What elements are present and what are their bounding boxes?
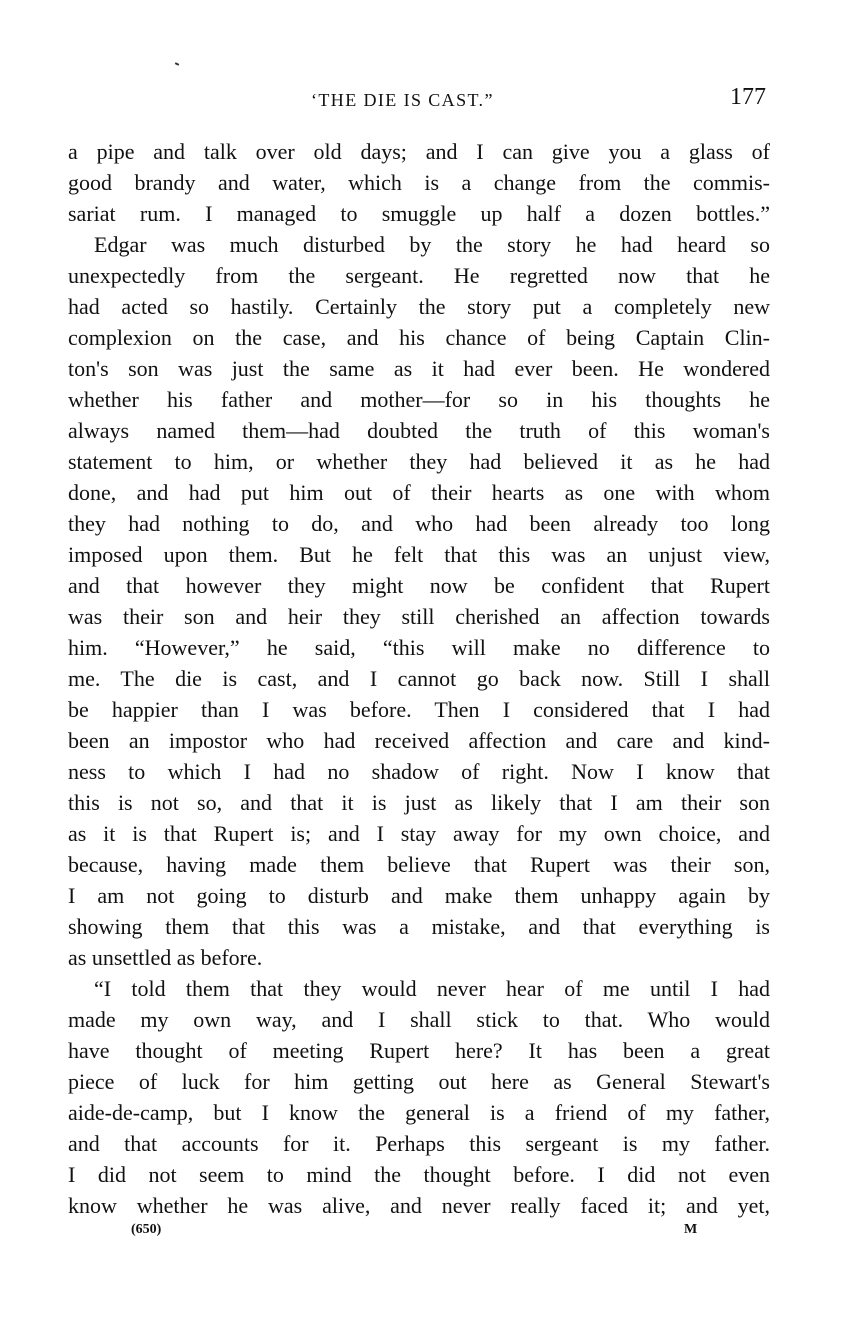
text-line: ness to which I had no shadow of right. Now I know that — [68, 759, 770, 784]
body-text — [68, 136, 770, 1221]
text-line: showing them that this was a mistake, and that everything is — [68, 914, 770, 939]
text-line: complexion on the case, and his chance of being Captain Clin- — [68, 325, 770, 350]
text-line: always named them—had doubted the truth of this woman's — [68, 418, 770, 443]
text-line: aide-de-camp, but I know the general is a friend of my father, — [68, 1100, 770, 1125]
running-title: ‘THE DIE IS CAST.” — [311, 90, 494, 110]
text-line: Edgar was much disturbed by the story he had heard so — [94, 232, 770, 257]
page-number: 177 — [730, 84, 766, 110]
text-line: be happier than I was before. Then I considered that I had — [68, 697, 770, 722]
text-line: this is not so, and that it is just as likely that I am their son — [68, 790, 770, 815]
text-line: good brandy and water, which is a change from the commis- — [68, 170, 770, 195]
text-line: made my own way, and I shall stick to that. Who would — [68, 1007, 770, 1032]
text-line: “I told them that they would never hear of me until I had — [94, 976, 770, 1001]
signature-mark: M — [684, 1222, 698, 1237]
text-line: sariat rum. I managed to smuggle up half a dozen bottles.” — [68, 201, 770, 226]
text-line: and that however they might now be confident that Rupert — [68, 573, 770, 598]
text-line: I did not seem to mind the thought before. I did not even — [68, 1162, 770, 1187]
text-line: ton's son was just the same as it had ever been. He wondered — [68, 356, 770, 381]
text-line: was their son and heir they still cherished an affection towards — [68, 604, 770, 629]
text-line: imposed upon them. But he felt that this was an unjust view, — [68, 542, 770, 567]
text-line: I am not going to disturb and make them unhappy again by — [68, 883, 770, 908]
text-line: done, and had put him out of their hearts as one with whom — [68, 480, 770, 505]
running-header — [68, 84, 770, 118]
text-line: as unsettled as before. — [68, 945, 263, 970]
text-line: statement to him, or whether they had believed it as he had — [68, 449, 770, 474]
print-speck — [175, 62, 179, 66]
text-line: have thought of meeting Rupert here? It has been a great — [68, 1038, 770, 1063]
text-line: me. The die is cast, and I cannot go back now. Still I shall — [68, 666, 770, 691]
text-line: know whether he was alive, and never really faced it; and yet, — [68, 1193, 770, 1218]
text-line: as it is that Rupert is; and I stay away for my own choice, and — [68, 821, 770, 846]
text-line: had acted so hastily. Certainly the story put a completely new — [68, 294, 770, 319]
signature-code: (650) — [131, 1222, 162, 1237]
text-line: and that accounts for it. Perhaps this sergeant is my father. — [68, 1131, 770, 1156]
text-line: been an impostor who had received affection and care and kind- — [68, 728, 770, 753]
text-line: piece of luck for him getting out here as General Stewart's — [68, 1069, 770, 1094]
text-line: unexpectedly from the sergeant. He regretted now that he — [68, 263, 770, 288]
text-line: him. “However,” he said, “this will make no difference to — [68, 635, 770, 660]
text-line: a pipe and talk over old days; and I can give you a glass of — [68, 139, 770, 164]
text-line: they had nothing to do, and who had been already too long — [68, 511, 770, 536]
page-footer — [68, 1222, 770, 1246]
text-line: whether his father and mother—for so in his thoughts he — [68, 387, 770, 412]
text-line: because, having made them believe that Rupert was their son, — [68, 852, 770, 877]
